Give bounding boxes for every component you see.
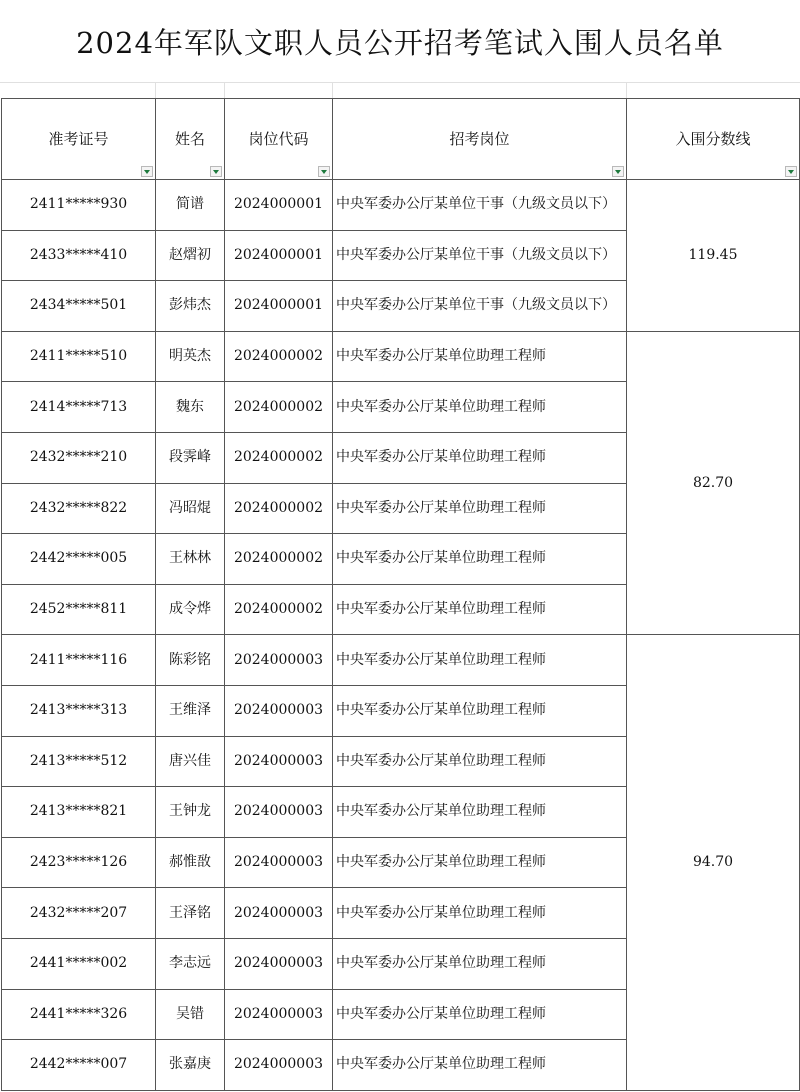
- exam-id-cell: 2414*****713: [2, 382, 156, 433]
- position-cell: 中央军委办公厅某单位干事（九级文员以下）: [333, 281, 627, 332]
- cutoff-score-cell: 94.70: [627, 635, 800, 1090]
- post-code-cell: 2024000003: [225, 837, 333, 888]
- position-cell: 中央军委办公厅某单位助理工程师: [333, 331, 627, 382]
- header-cutoff-score: [627, 99, 800, 180]
- post-code-cell: 2024000001: [225, 180, 333, 231]
- table-row: [2, 331, 800, 382]
- header-row: [2, 99, 800, 180]
- exam-id-cell: 2452*****811: [2, 584, 156, 635]
- post-code-cell: 2024000002: [225, 483, 333, 534]
- exam-id-cell: 2423*****126: [2, 837, 156, 888]
- exam-id-cell: 2413*****821: [2, 787, 156, 838]
- name-cell: 王泽铭: [156, 888, 225, 939]
- sheet-gridline: [626, 82, 627, 98]
- position-cell: 中央军委办公厅某单位助理工程师: [333, 837, 627, 888]
- name-cell: 成令烨: [156, 584, 225, 635]
- name-cell: 王维泽: [156, 685, 225, 736]
- post-code-cell: 2024000002: [225, 534, 333, 585]
- name-cell: 段霁峰: [156, 432, 225, 483]
- post-code-cell: 2024000003: [225, 736, 333, 787]
- header-label: 招考岗位: [449, 129, 510, 148]
- position-cell: 中央军委办公厅某单位助理工程师: [333, 685, 627, 736]
- filter-dropdown-icon[interactable]: [612, 166, 624, 177]
- post-code-cell: 2024000002: [225, 331, 333, 382]
- sheet-gridline: [332, 82, 333, 98]
- exam-id-cell: 2442*****007: [2, 1040, 156, 1091]
- post-code-cell: 2024000002: [225, 432, 333, 483]
- name-cell: 张嘉庚: [156, 1040, 225, 1091]
- post-code-cell: 2024000003: [225, 635, 333, 686]
- position-cell: 中央军委办公厅某单位助理工程师: [333, 382, 627, 433]
- name-cell: 赵熠初: [156, 230, 225, 281]
- exam-id-cell: 2432*****822: [2, 483, 156, 534]
- post-code-cell: 2024000002: [225, 584, 333, 635]
- candidate-table: [1, 98, 800, 1091]
- post-code-cell: 2024000003: [225, 888, 333, 939]
- post-code-cell: 2024000001: [225, 281, 333, 332]
- name-cell: 冯昭焜: [156, 483, 225, 534]
- exam-id-cell: 2433*****410: [2, 230, 156, 281]
- exam-id-cell: 2413*****313: [2, 685, 156, 736]
- sheet-gridline: [155, 82, 156, 98]
- name-cell: 陈彩铭: [156, 635, 225, 686]
- position-cell: 中央军委办公厅某单位干事（九级文员以下）: [333, 180, 627, 231]
- header-label: 准考证号: [48, 129, 109, 148]
- name-cell: 魏东: [156, 382, 225, 433]
- filter-dropdown-icon[interactable]: [785, 166, 797, 177]
- position-cell: 中央军委办公厅某单位助理工程师: [333, 483, 627, 534]
- position-cell: 中央军委办公厅某单位助理工程师: [333, 1040, 627, 1091]
- header-label: 岗位代码: [248, 129, 309, 148]
- table-body: [2, 180, 800, 1091]
- header-exam-id: [2, 99, 156, 180]
- name-cell: 吴错: [156, 989, 225, 1040]
- sheet-gridline: [224, 82, 225, 98]
- post-code-cell: 2024000003: [225, 1040, 333, 1091]
- exam-id-cell: 2413*****512: [2, 736, 156, 787]
- post-code-cell: 2024000003: [225, 938, 333, 989]
- sheet-gridline: [0, 82, 800, 83]
- name-cell: 王林林: [156, 534, 225, 585]
- exam-id-cell: 2432*****207: [2, 888, 156, 939]
- table-row: [2, 635, 800, 686]
- position-cell: 中央军委办公厅某单位助理工程师: [333, 938, 627, 989]
- name-cell: 明英杰: [156, 331, 225, 382]
- post-code-cell: 2024000003: [225, 989, 333, 1040]
- exam-id-cell: 2432*****210: [2, 432, 156, 483]
- exam-id-cell: 2441*****326: [2, 989, 156, 1040]
- post-code-cell: 2024000003: [225, 685, 333, 736]
- header-label: 入围分数线: [675, 129, 751, 148]
- position-cell: 中央军委办公厅某单位助理工程师: [333, 584, 627, 635]
- header-label: 姓名: [174, 129, 205, 148]
- post-code-cell: 2024000002: [225, 382, 333, 433]
- header-name: [156, 99, 225, 180]
- post-code-cell: 2024000003: [225, 787, 333, 838]
- name-cell: 王钟龙: [156, 787, 225, 838]
- position-cell: 中央军委办公厅某单位助理工程师: [333, 989, 627, 1040]
- post-code-cell: 2024000001: [225, 230, 333, 281]
- position-cell: 中央军委办公厅某单位助理工程师: [333, 888, 627, 939]
- table-row: [2, 180, 800, 231]
- position-cell: 中央军委办公厅某单位干事（九级文员以下）: [333, 230, 627, 281]
- name-cell: 郝惟敔: [156, 837, 225, 888]
- exam-id-cell: 2441*****002: [2, 938, 156, 989]
- header-post-code: [225, 99, 333, 180]
- position-cell: 中央军委办公厅某单位助理工程师: [333, 534, 627, 585]
- header-position: [333, 99, 627, 180]
- filter-dropdown-icon[interactable]: [318, 166, 330, 177]
- exam-id-cell: 2434*****501: [2, 281, 156, 332]
- exam-id-cell: 2411*****510: [2, 331, 156, 382]
- position-cell: 中央军委办公厅某单位助理工程师: [333, 635, 627, 686]
- name-cell: 彭炜杰: [156, 281, 225, 332]
- filter-dropdown-icon[interactable]: [141, 166, 153, 177]
- exam-id-cell: 2442*****005: [2, 534, 156, 585]
- position-cell: 中央军委办公厅某单位助理工程师: [333, 736, 627, 787]
- name-cell: 简谱: [156, 180, 225, 231]
- name-cell: 李志远: [156, 938, 225, 989]
- position-cell: 中央军委办公厅某单位助理工程师: [333, 432, 627, 483]
- position-cell: 中央军委办公厅某单位助理工程师: [333, 787, 627, 838]
- cutoff-score-cell: 119.45: [627, 180, 800, 332]
- exam-id-cell: 2411*****116: [2, 635, 156, 686]
- cutoff-score-cell: 82.70: [627, 331, 800, 635]
- exam-id-cell: 2411*****930: [2, 180, 156, 231]
- page-title: 2024年军队文职人员公开招考笔试入围人员名单: [76, 25, 724, 60]
- name-cell: 唐兴佳: [156, 736, 225, 787]
- filter-dropdown-icon[interactable]: [210, 166, 222, 177]
